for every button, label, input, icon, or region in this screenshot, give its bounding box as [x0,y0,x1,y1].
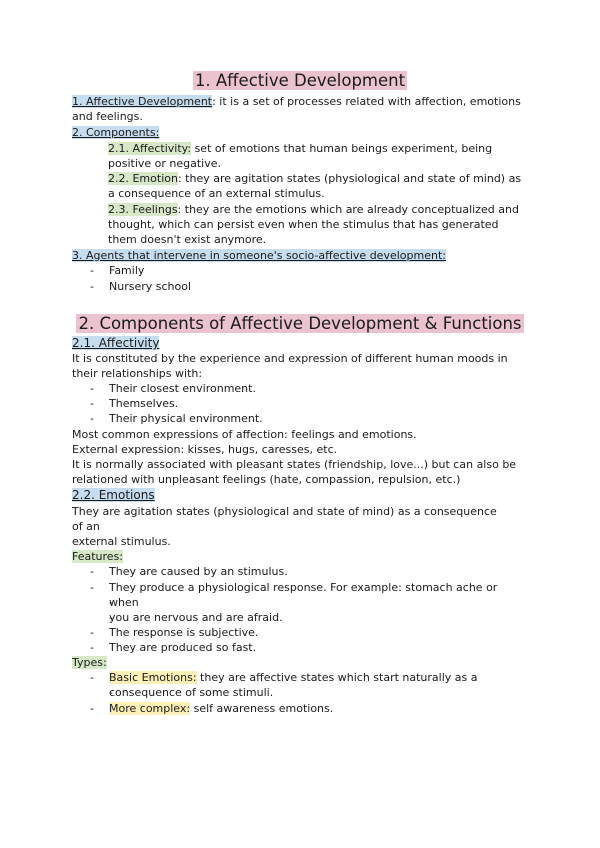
types-label: Types: [72,656,107,669]
section-2-title: 2. Components of Affective Development & Functions [78,314,522,333]
features-label: Features: [72,550,124,563]
document-page: 1. Affective Development 1. Affective Development: it is a set of processes related with affection, emotions and feelings. 2. Components: 2.1. Affectivity: set of emotions that human beings experiment, being positive or negative. 2.2. Emotion: they are agitation states (physiological and state of mind) as a consequence of an external stimulus. 2.3. Feelings: they are the emotions which are already conceptualized and thought, which can persist even when the stimulus that has generated them doesn't exist anymore. 3. Agents that intervene in someone's socio-affective development: Family Nursery school 2. Components of Affective Development & Functions 2.1. Affectivity It is constituted by the experience and expression of different human moods in their relationships with: Their closest environment. Themselves. Their physical environment. Most common expressions of affection: feelings and emotions. External expression: kisses, hugs, caresses, etc. It is normally associated with pleasant states (friendship, love...) but can also be relationed with unpleasant feelings (hate, compassion, repulsion, etc.) 2.2. Emotions They are agitation states (physiological and state of mind) as a consequence of an external stimulus. Features: They are caused by an stimulus. They produce a physiological response. For example: stomach ache or when you are nervous and are afraid. The response is subjective. They are produced so fast. Types: Basic Emotions: they are affective states which start naturally as a consequence of some stimuli. More complex: self awareness emotions. [0,0,600,848]
emotions-definition-line-3: external stimulus. [72,535,171,548]
emotion-label: 2.2. Emotion [108,172,178,185]
basic-emotions-label: Basic Emotions: [109,671,197,684]
section-1-title-row [0,71,600,91]
components-heading: 2. Components: [72,126,160,139]
component-affectivity: 2.1. Affectivity: set of emotions that human beings experiment, being positive or negative. [108,142,493,171]
component-emotion: 2.2. Emotion: they are agitation states (physiological and state of mind) as a consequence of an external stimulus. [108,172,522,201]
affectivity-label: 2.1. Affectivity: [108,142,192,155]
affectivity-intro: It is constituted by the experience and expression of different human moods in their relationships with: [72,352,508,381]
emotions-definition-line-2: of an [72,520,100,533]
emotions-heading: 2.2. Emotions [72,488,155,502]
more-complex-label: More complex: [109,702,191,715]
emotions-definition-line-1: They are agitation states (physiological and state of mind) as a consequence [72,505,497,518]
agents-heading: 3. Agents that intervene in someone's socio-affective development: [72,249,446,262]
definition-text: : it is a set of processes related with affection, emotions and feelings. [72,95,521,124]
section-2-title-row [0,314,600,334]
definition-label: 1. Affective Development [72,95,213,108]
component-feelings: 2.3. Feelings: they are the emotions which are already conceptualized and thought, which can persist even when the stimulus that has generated them doesn't exist anymore. [108,203,519,247]
affective-development-definition [72,94,532,124]
feelings-label: 2.3. Feelings [108,203,178,216]
associated-states: It is normally associated with pleasant states (friendship, love...) but can also be relationed with unpleasant feelings (hate, compassion, repulsion, etc.) [72,458,517,487]
common-expressions: Most common expressions of affection: feelings and emotions. [72,428,417,441]
affectivity-heading: 2.1. Affectivity [72,336,160,350]
external-expression: External expression: kisses, hugs, caresses, etc. [72,443,338,456]
section-1-title: 1. Affective Development [194,71,406,90]
